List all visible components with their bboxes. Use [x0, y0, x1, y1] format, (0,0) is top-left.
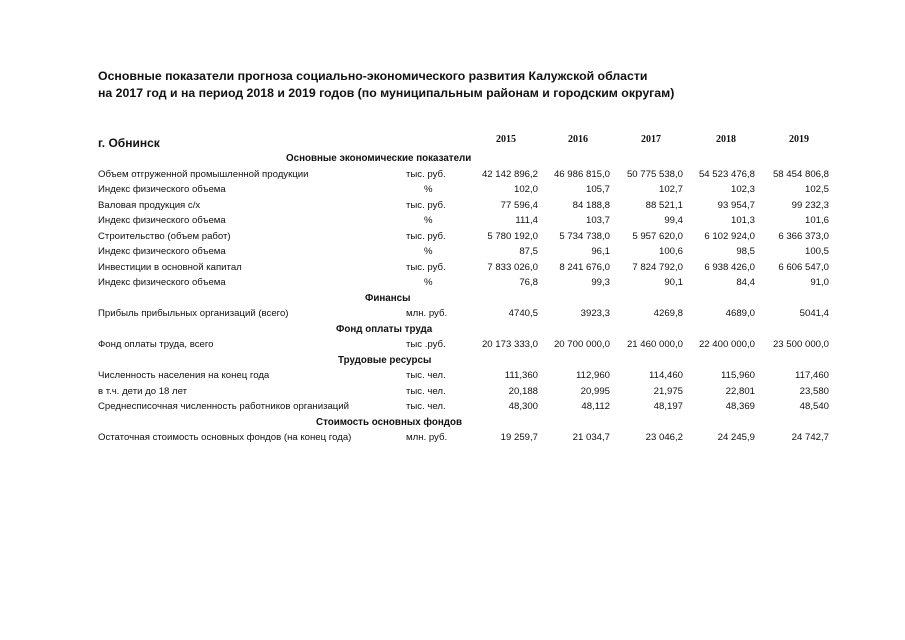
value-2019: 100,5 [804, 246, 829, 257]
table-row [98, 260, 843, 276]
value-2015: 48,300 [508, 401, 538, 412]
value-2015: 102,0 [513, 184, 538, 195]
indicators-table [98, 134, 843, 446]
value-2019: 23,580 [799, 385, 829, 397]
value-2016: 8 241 676,0 [559, 261, 610, 273]
year-2016: 2016 [568, 134, 588, 145]
table-header [98, 134, 843, 151]
value-2019: 117,460 [795, 370, 829, 381]
table-row [98, 275, 843, 291]
section-title: Финансы [365, 292, 411, 304]
value-2016: 3923,3 [580, 308, 610, 319]
value-2018: 48,369 [725, 401, 755, 412]
value-2016: 84 188,8 [572, 199, 610, 211]
value-2017: 21,975 [653, 385, 683, 397]
table-row [98, 198, 843, 214]
indicator-name: Индекс физического объема [98, 184, 226, 195]
indicator-unit: млн. руб. [406, 308, 448, 319]
indicator-unit: тыс .руб. [406, 339, 446, 350]
indicator-name: в т.ч. дети до 18 лет [98, 385, 188, 397]
value-2016: 21 034,7 [572, 432, 610, 443]
value-2018: 84,4 [736, 277, 755, 288]
indicator-name: Валовая продукция с/х [98, 199, 201, 211]
indicator-name: Объем отгруженной промышленной продукции [98, 168, 309, 180]
document-title [98, 68, 818, 102]
section-heading [98, 291, 843, 307]
value-2018: 101,3 [730, 215, 755, 226]
section-title: Основные экономические показатели [286, 153, 472, 164]
value-2019: 24 742,7 [791, 432, 829, 443]
value-2018: 4689,0 [725, 308, 755, 319]
table-row [98, 430, 843, 446]
value-2018: 54 523 476,8 [698, 168, 755, 180]
value-2019: 58 454 806,8 [772, 168, 829, 180]
indicator-unit: тыс. руб. [406, 168, 446, 180]
value-2016: 112,960 [576, 370, 610, 381]
indicator-name: Индекс физического объема [98, 215, 226, 226]
value-2018: 6 102 924,0 [704, 230, 755, 242]
year-2019: 2019 [789, 134, 809, 145]
table-row [98, 167, 843, 183]
indicator-name: Остаточная стоимость основных фондов (на конец года) [98, 432, 352, 443]
section-heading [98, 151, 843, 167]
value-2016: 5 734 738,0 [559, 230, 610, 242]
city-name: г. Обнинск [98, 136, 160, 150]
value-2019: 101,6 [804, 215, 829, 226]
indicator-unit: млн. руб. [406, 432, 448, 443]
section-title: Стоимость основных фондов [316, 416, 462, 428]
indicator-unit: % [424, 184, 433, 195]
value-2015: 42 142 896,2 [481, 168, 538, 180]
year-2018: 2018 [716, 134, 736, 145]
value-2015: 76,8 [519, 277, 538, 288]
section-heading [98, 415, 843, 431]
indicator-unit: % [424, 277, 433, 288]
indicator-name: Инвестиции в основной капитал [98, 261, 242, 273]
value-2018: 98,5 [736, 246, 755, 257]
value-2017: 23 046,2 [645, 432, 683, 443]
value-2016: 46 986 815,0 [553, 168, 610, 180]
table-row [98, 213, 843, 229]
value-2015: 87,5 [519, 246, 538, 257]
indicator-name: Фонд оплаты труда, всего [98, 339, 214, 350]
indicator-unit: тыс. руб. [406, 261, 446, 273]
value-2019: 23 500 000,0 [772, 339, 829, 350]
title-line-2: на 2017 год и на период 2018 и 2019 годов (по муниципальным районам и городским округам) [98, 86, 675, 100]
indicator-name: Строительство (объем работ) [98, 230, 231, 242]
value-2016: 48,112 [581, 401, 610, 412]
value-2017: 50 775 538,0 [626, 168, 683, 180]
table-row [98, 244, 843, 260]
indicator-unit: тыс. чел. [406, 385, 446, 397]
value-2018: 22 400 000,0 [698, 339, 755, 350]
value-2015: 5 780 192,0 [487, 230, 538, 242]
value-2017: 114,460 [649, 370, 683, 381]
table-body [98, 151, 843, 446]
value-2015: 20,188 [508, 385, 538, 397]
value-2017: 102,7 [658, 184, 683, 195]
indicator-name: Прибыль прибыльных организаций (всего) [98, 308, 289, 319]
value-2017: 90,1 [664, 277, 683, 288]
value-2016: 99,3 [591, 277, 610, 288]
table-row [98, 182, 843, 198]
value-2017: 5 957 620,0 [632, 230, 683, 242]
value-2016: 103,7 [585, 215, 610, 226]
table-row [98, 306, 843, 322]
table-row [98, 384, 843, 400]
indicator-name: Среднесписочная численность работников организаций [98, 401, 350, 412]
indicator-unit: % [424, 246, 433, 257]
year-2017: 2017 [641, 134, 661, 145]
value-2015: 77 596,4 [500, 199, 538, 211]
value-2019: 6 606 547,0 [778, 261, 829, 273]
value-2019: 5041,4 [799, 308, 829, 319]
section-heading [98, 322, 843, 338]
indicator-unit: тыс. руб. [406, 199, 446, 211]
value-2015: 111,4 [515, 215, 538, 226]
table-row [98, 229, 843, 245]
value-2018: 93 954,7 [717, 199, 755, 211]
value-2017: 99,4 [664, 215, 683, 226]
value-2018: 6 938 426,0 [704, 261, 755, 273]
value-2016: 20 700 000,0 [553, 339, 610, 350]
value-2017: 100,6 [658, 246, 683, 257]
value-2018: 24 245,9 [717, 432, 755, 443]
value-2015: 4740,5 [508, 308, 538, 319]
value-2015: 111,360 [504, 370, 538, 381]
value-2017: 21 460 000,0 [626, 339, 683, 350]
value-2019: 48,540 [799, 401, 829, 412]
indicator-unit: тыс. чел. [406, 401, 446, 412]
value-2016: 105,7 [585, 184, 610, 195]
value-2017: 48,197 [653, 401, 683, 412]
value-2016: 20,995 [580, 385, 610, 397]
title-line-1: Основные показатели прогноза социально-экономического развития Калужской области [98, 69, 648, 83]
value-2019: 91,0 [810, 277, 829, 288]
value-2018: 22,801 [725, 385, 755, 397]
value-2017: 7 824 792,0 [632, 261, 683, 273]
value-2019: 99 232,3 [791, 199, 829, 211]
value-2016: 96,1 [591, 246, 610, 257]
value-2015: 20 173 333,0 [481, 339, 538, 350]
table-row [98, 368, 843, 384]
value-2018: 102,3 [730, 184, 755, 195]
year-2015: 2015 [496, 134, 516, 145]
value-2019: 6 366 373,0 [778, 230, 829, 242]
section-heading [98, 353, 843, 369]
value-2019: 102,5 [804, 184, 829, 195]
table-row [98, 337, 843, 353]
value-2015: 7 833 026,0 [487, 261, 538, 273]
value-2015: 19 259,7 [500, 432, 538, 443]
indicator-name: Численность населения на конец года [98, 370, 270, 381]
indicator-unit: % [424, 215, 433, 226]
indicator-name: Индекс физического объема [98, 246, 226, 257]
value-2017: 4269,8 [653, 308, 683, 319]
section-title: Трудовые ресурсы [338, 354, 432, 366]
section-title: Фонд оплаты труда [336, 323, 433, 335]
indicator-unit: тыс. руб. [406, 230, 446, 242]
table-row [98, 399, 843, 415]
indicator-name: Индекс физического объема [98, 277, 226, 288]
value-2018: 115,960 [721, 370, 755, 381]
value-2017: 88 521,1 [645, 199, 683, 211]
indicator-unit: тыс. чел. [406, 370, 446, 381]
